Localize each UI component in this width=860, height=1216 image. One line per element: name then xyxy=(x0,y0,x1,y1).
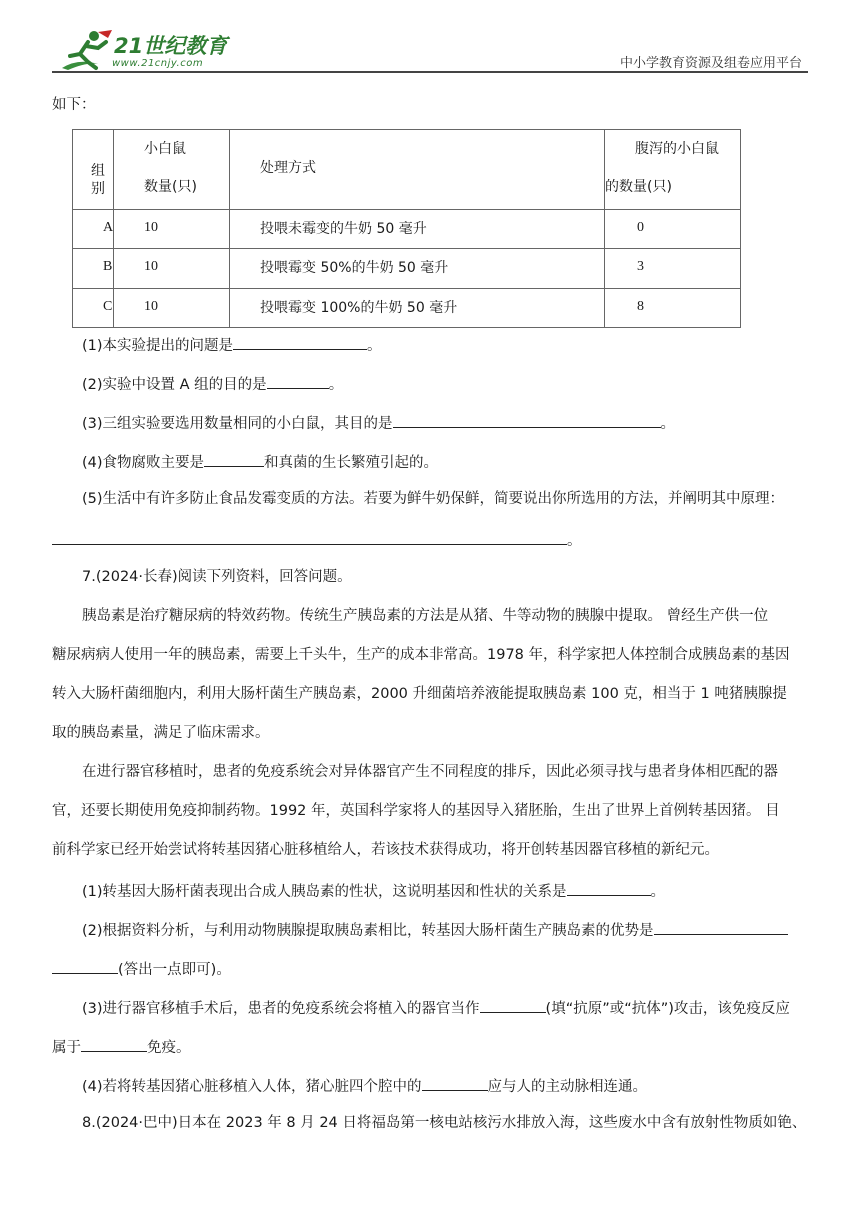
row-group: B xyxy=(103,259,113,274)
answer-blank[interactable] xyxy=(81,1035,147,1052)
row-diarrhea: 8 xyxy=(637,299,644,314)
answer-blank[interactable] xyxy=(422,1074,488,1091)
table-header-row xyxy=(73,130,741,210)
answer-blank[interactable] xyxy=(52,957,118,974)
q7-para1-line3: 转入大肠杆菌细胞内，利用大肠杆菌生产胰岛素，2000 升细菌培养液能提取胰岛素 100 克，相当于 1 吨猪胰腺提 xyxy=(52,686,787,702)
logo-text: 21世纪教育 xyxy=(114,34,228,58)
row-group: C xyxy=(103,299,113,314)
q8-text: 8.(2024·巴中)日本在 2023 年 8 月 24 日将福岛第一核电站核污水排放入海，这些废水中含有放射性物质如铯、 xyxy=(82,1115,807,1131)
answer-blank[interactable] xyxy=(233,333,367,350)
answer-blank[interactable] xyxy=(267,372,329,389)
header-group-2: 别 xyxy=(91,181,105,197)
runner-logo-icon xyxy=(58,28,114,74)
answer-blank[interactable] xyxy=(52,528,567,545)
q7-part3: (3)进行器官移植手术后，患者的免疫系统会将植入的器官当作 (填“抗原”或“抗体”)攻击，该免疫反应 xyxy=(82,996,790,1019)
q6-part4: (4)食物腐败主要是 和真菌的生长繁殖引起的。 xyxy=(82,450,438,473)
row-count: 10 xyxy=(144,299,158,314)
row-treatment: 投喂未霉变的牛奶 50 毫升 xyxy=(260,221,427,237)
q6-part3: (3)三组实验要选用数量相同的小白鼠，其目的是 。 xyxy=(82,411,675,434)
q7-part2: (2)根据资料分析，与利用动物胰腺提取胰岛素相比，转基因大肠杆菌生产胰岛素的优势是 xyxy=(82,918,788,941)
q7-para2-line1: 在进行器官移植时，患者的免疫系统会对异体器官产生不同程度的排斥，因此必须寻找与患者身体相匹配的器 xyxy=(82,764,778,780)
q7-part3-cont: 属于 免疫。 xyxy=(52,1035,191,1058)
row-count: 10 xyxy=(144,259,158,274)
header-treatment: 处理方式 xyxy=(260,160,316,176)
table-row xyxy=(73,210,741,249)
q7-title: 7.(2024·长春)阅读下列资料，回答问题。 xyxy=(82,569,352,585)
q7-para1-line2: 糖尿病病人使用一年的胰岛素，需要上千头牛，生产的成本非常高。1978 年，科学家把人体控制合成胰岛素的基因 xyxy=(52,647,790,663)
row-treatment: 投喂霉变 100%的牛奶 50 毫升 xyxy=(260,300,458,316)
intro-text: 如下： xyxy=(52,97,96,113)
q7-part4: (4)若将转基因猪心脏移植入人体，猪心脏四个腔中的 应与人的主动脉相连通。 xyxy=(82,1074,647,1097)
q7-part1: (1)转基因大肠杆菌表现出合成人胰岛素的性状，这说明基因和性状的关系是 。 xyxy=(82,879,665,902)
row-treatment: 投喂霉变 50%的牛奶 50 毫升 xyxy=(260,260,449,276)
answer-blank[interactable] xyxy=(204,450,264,467)
q7-para1-line1: 胰岛素是治疗糖尿病的特效药物。传统生产胰岛素的方法是从猪、牛等动物的胰腺中提取。 曾经生产供一位 xyxy=(82,608,769,624)
row-count: 10 xyxy=(144,220,158,235)
q6-part5: (5)生活中有许多防止食品发霉变质的方法。若要为鲜牛奶保鲜，简要说出你所选用的方法，并阐明其中原理： xyxy=(82,491,785,507)
table-row xyxy=(73,289,741,328)
row-diarrhea: 0 xyxy=(637,220,644,235)
table-row xyxy=(73,249,741,289)
answer-blank[interactable] xyxy=(567,879,651,896)
q6-part1: (1)本实验提出的问题是 。 xyxy=(82,333,382,356)
platform-name: 中小学教育资源及组卷应用平台 xyxy=(619,56,802,71)
header-group-1: 组 xyxy=(91,163,105,179)
header-count-1: 小白鼠 xyxy=(144,141,186,157)
experiment-table xyxy=(72,129,741,328)
header-divider xyxy=(52,71,808,73)
answer-blank[interactable] xyxy=(654,918,788,935)
row-group: A xyxy=(103,220,114,235)
q7-para1-line4: 取的胰岛素量，满足了临床需求。 xyxy=(52,725,270,741)
q7-para2-line3: 前科学家已经开始尝试将转基因猪心脏移植给人，若该技术获得成功，将开创转基因器官移植的新纪元。 xyxy=(52,842,719,858)
logo-url: www.21cnjy.com xyxy=(112,58,204,69)
page-header xyxy=(0,0,860,78)
header-diarrhea-2: 的数量(只) xyxy=(605,179,672,195)
q6-part2: (2)实验中设置 A 组的目的是 。 xyxy=(82,372,343,395)
answer-blank[interactable] xyxy=(480,996,546,1013)
answer-blank[interactable] xyxy=(393,411,661,428)
site-logo xyxy=(58,28,238,74)
header-count-2: 数量(只) xyxy=(144,179,197,195)
header-diarrhea-1: 腹泻的小白鼠 xyxy=(635,141,719,157)
q6-part5-answer: 。 xyxy=(52,528,582,551)
row-diarrhea: 3 xyxy=(637,259,644,274)
q7-part2-cont: (答出一点即可)。 xyxy=(52,957,231,980)
q7-para2-line2: 官，还要长期使用免疫抑制药物。1992 年，英国科学家将人的基因导入猪胚胎，生出了世界上首例转基因猪。 目 xyxy=(52,803,780,819)
